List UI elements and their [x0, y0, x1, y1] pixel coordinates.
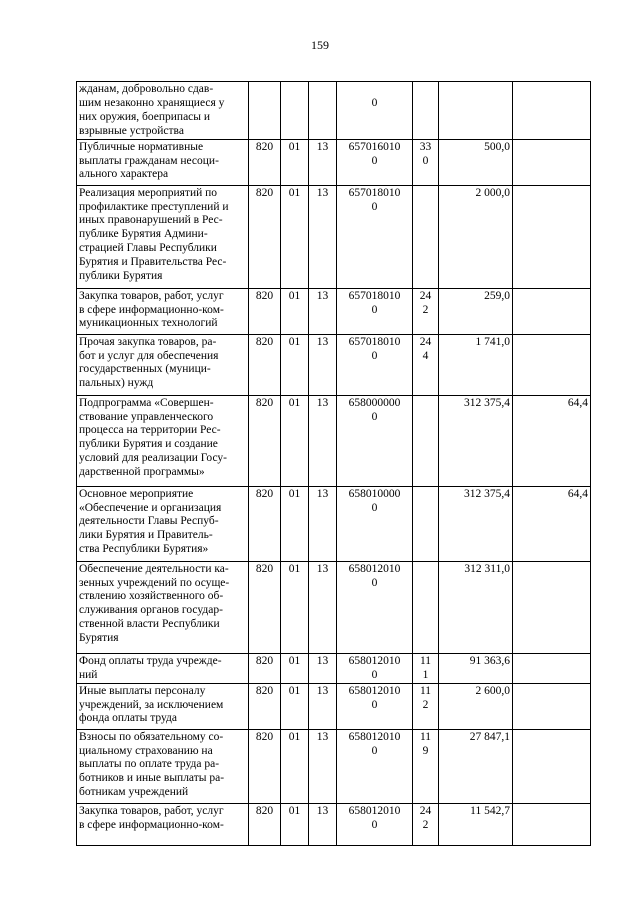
cell-csr: [337, 729, 413, 803]
cell-rz: 01: [281, 653, 309, 683]
cell-pr: 13: [309, 653, 337, 683]
cell-pr: 13: [309, 729, 337, 803]
cell-vr-line: [415, 502, 436, 516]
cell-name: [77, 334, 249, 395]
cell-csr: [337, 486, 413, 561]
cell-vr: [413, 653, 439, 683]
cell-csr: [337, 185, 413, 288]
cell-name-line: пальных) нужд: [79, 377, 154, 390]
cell-name: [77, 653, 249, 683]
cell-name-line: них оружия, боеприпасы и: [79, 110, 211, 123]
cell-csr-line: 657016010: [348, 140, 401, 153]
cell-name-line: дарственной программы»: [79, 466, 205, 479]
cell-vr-line: 9: [422, 744, 429, 757]
cell-gr: 820: [249, 683, 281, 729]
cell-name-line: публике Бурятия Админи-: [79, 228, 208, 241]
cell-name-line: ботникам учреждений: [79, 786, 189, 799]
cell-name-line: служивания органов государ-: [79, 604, 223, 617]
cell-vr: [413, 803, 439, 845]
cell-vr-line: [415, 563, 436, 577]
cell-rz: 01: [281, 683, 309, 729]
cell-name: [77, 395, 249, 486]
cell-name-line: Бурятия: [79, 632, 119, 645]
cell-name-line: взрывные устройства: [79, 124, 184, 137]
cell-vr-line: 0: [422, 154, 429, 167]
cell-csr: [337, 139, 413, 185]
cell-pr: 13: [309, 683, 337, 729]
table-row: [77, 803, 591, 845]
cell-csr-line: 0: [371, 303, 378, 316]
cell-sum: 11 542,7: [439, 803, 513, 845]
cell-vr-line: 2: [422, 303, 429, 316]
cell-name-line: условий для реализации Госу-: [79, 452, 227, 465]
cell-csr: [337, 288, 413, 334]
cell-rz: 01: [281, 185, 309, 288]
cell-vr: [413, 334, 439, 395]
cell-csr-line: 658012010: [348, 684, 401, 697]
cell-rz: 01: [281, 395, 309, 486]
cell-name-line: выплаты по оплате труда ра-: [79, 758, 220, 771]
cell-csr-line: 657018010: [348, 335, 401, 348]
cell-rz: 01: [281, 803, 309, 845]
cell-csr: [337, 334, 413, 395]
cell-pr: [309, 82, 337, 140]
cell-csr-line: 658010000: [348, 487, 401, 500]
cell-pct: [513, 334, 591, 395]
cell-pr: 13: [309, 561, 337, 653]
cell-csr-line: 658012010: [348, 730, 401, 743]
cell-name-line: Основное мероприятие: [79, 487, 194, 500]
cell-name: [77, 288, 249, 334]
cell-gr: [249, 82, 281, 140]
cell-name-line: бот и услуг для обеспечения: [79, 349, 219, 362]
cell-name-line: ний: [79, 668, 98, 681]
cell-name-line: Подпрограмма «Совершен-: [79, 396, 214, 409]
cell-gr: 820: [249, 653, 281, 683]
table-row: [77, 395, 591, 486]
cell-gr: 820: [249, 395, 281, 486]
table-row: [77, 561, 591, 653]
cell-name: [77, 82, 249, 140]
table-row: [77, 683, 591, 729]
cell-vr-line: [415, 201, 436, 215]
cell-rz: 01: [281, 729, 309, 803]
cell-sum: 1 741,0: [439, 334, 513, 395]
table-row: [77, 486, 591, 561]
cell-name-line: Прочая закупка товаров, ра-: [79, 335, 217, 348]
cell-vr-line: 24: [419, 289, 432, 302]
cell-csr: [337, 683, 413, 729]
cell-sum: 500,0: [439, 139, 513, 185]
cell-name-line: ства Республики Бурятия»: [79, 543, 209, 556]
cell-vr-line: 24: [419, 335, 432, 348]
cell-gr: 820: [249, 729, 281, 803]
cell-csr-line: 658012010: [348, 562, 401, 575]
cell-csr-line: 0: [371, 349, 378, 362]
cell-name-line: страцией Главы Республики: [79, 242, 217, 255]
cell-pct: [513, 729, 591, 803]
cell-vr: [413, 395, 439, 486]
cell-name-line: ствлению хозяйственного об-: [79, 590, 224, 603]
cell-rz: [281, 82, 309, 140]
table-row: [77, 185, 591, 288]
table-row: [77, 334, 591, 395]
cell-name-line: выплаты гражданам несоци-: [79, 154, 219, 167]
cell-name-line: Взносы по обязательному со-: [79, 730, 224, 743]
cell-rz: 01: [281, 139, 309, 185]
cell-csr-line: 0: [371, 668, 378, 681]
cell-csr-line: 0: [371, 698, 378, 711]
cell-name-line: Фонд оплаты труда учрежде-: [79, 654, 222, 667]
cell-csr-line: 658012010: [348, 654, 401, 667]
cell-name-line: деятельности Главы Респуб-: [79, 515, 219, 528]
cell-csr-line: 0: [371, 200, 378, 213]
cell-name-line: зенных учреждений по осуще-: [79, 576, 230, 589]
cell-pct: [513, 185, 591, 288]
table-row: [77, 288, 591, 334]
cell-vr-line: [415, 83, 436, 97]
cell-name-line: лики Бурятия и Правитель-: [79, 529, 213, 542]
cell-name: [77, 139, 249, 185]
cell-gr: 820: [249, 334, 281, 395]
cell-name-line: Закупка товаров, работ, услуг: [79, 804, 224, 817]
cell-name-line: публики Бурятия и создание: [79, 438, 218, 451]
cell-name-line: государственных (муници-: [79, 363, 211, 376]
cell-pr: 13: [309, 288, 337, 334]
cell-rz: 01: [281, 334, 309, 395]
cell-vr-line: 33: [419, 140, 432, 153]
cell-gr: 820: [249, 561, 281, 653]
cell-vr: [413, 561, 439, 653]
cell-gr: 820: [249, 288, 281, 334]
cell-csr: [337, 803, 413, 845]
cell-name-line: ботников и иные выплаты ра-: [79, 772, 225, 785]
cell-gr: 820: [249, 803, 281, 845]
cell-vr-line: [415, 187, 436, 201]
cell-name: [77, 486, 249, 561]
table-body: [77, 82, 591, 846]
table-row: [77, 82, 591, 140]
cell-name: [77, 185, 249, 288]
cell-pct: [513, 139, 591, 185]
cell-sum: 312 311,0: [439, 561, 513, 653]
cell-pct: [513, 653, 591, 683]
cell-vr-line: 24: [419, 804, 432, 817]
cell-csr-line: 0: [371, 96, 378, 109]
cell-sum: 91 363,6: [439, 653, 513, 683]
cell-csr: [337, 561, 413, 653]
cell-rz: 01: [281, 486, 309, 561]
cell-pr: 13: [309, 139, 337, 185]
cell-pct: 64,4: [513, 395, 591, 486]
cell-vr: [413, 82, 439, 140]
cell-sum: 2 000,0: [439, 185, 513, 288]
cell-name-line: публики Бурятия: [79, 270, 163, 283]
cell-name: [77, 729, 249, 803]
cell-name-line: Бурятия и Правительства Рес-: [79, 256, 227, 269]
cell-pr: 13: [309, 334, 337, 395]
cell-csr-line: 0: [371, 501, 378, 514]
cell-pct: [513, 561, 591, 653]
cell-pct: [513, 288, 591, 334]
cell-vr-line: 2: [422, 698, 429, 711]
cell-vr-line: 11: [419, 684, 432, 697]
cell-pr: 13: [309, 185, 337, 288]
cell-sum: 259,0: [439, 288, 513, 334]
cell-csr-line: 0: [371, 154, 378, 167]
table-row: [77, 653, 591, 683]
page-number: 159: [311, 38, 329, 52]
cell-name-line: муникационных технологий: [79, 317, 218, 330]
cell-csr-line: 657018010: [348, 289, 401, 302]
cell-name-line: «Обеспечение и организация: [79, 501, 222, 514]
cell-pr: 13: [309, 803, 337, 845]
cell-vr-line: 11: [419, 730, 432, 743]
table-row: [77, 729, 591, 803]
cell-name-line: Обеспечение деятельности ка-: [79, 562, 229, 575]
cell-vr: [413, 486, 439, 561]
cell-csr-line: 0: [371, 576, 378, 589]
cell-vr: [413, 185, 439, 288]
cell-csr-line: [339, 83, 410, 97]
cell-gr: 820: [249, 486, 281, 561]
cell-csr-line: 0: [371, 410, 378, 423]
cell-csr-line: 658000000: [348, 396, 401, 409]
cell-csr-line: 657018010: [348, 186, 401, 199]
cell-sum: 312 375,4: [439, 395, 513, 486]
cell-name-line: процесса на территории Рес-: [79, 424, 221, 437]
cell-pr: 13: [309, 486, 337, 561]
cell-name-line: фонда оплаты труда: [79, 712, 178, 725]
cell-name: [77, 803, 249, 845]
cell-pct: [513, 803, 591, 845]
cell-sum: 312 375,4: [439, 486, 513, 561]
cell-name: [77, 683, 249, 729]
cell-csr-line: 658012010: [348, 804, 401, 817]
cell-rz: 01: [281, 561, 309, 653]
cell-pct: [513, 82, 591, 140]
cell-sum: 27 847,1: [439, 729, 513, 803]
cell-vr: [413, 139, 439, 185]
cell-vr-line: 1: [422, 668, 429, 681]
cell-name-line: ственной власти Республики: [79, 618, 220, 631]
cell-sum: [439, 82, 513, 140]
cell-gr: 820: [249, 185, 281, 288]
cell-name-line: ального характера: [79, 168, 169, 181]
cell-csr: [337, 395, 413, 486]
cell-name-line: в сфере информационно-ком-: [79, 818, 224, 831]
cell-csr: [337, 653, 413, 683]
cell-vr-line: [415, 488, 436, 502]
cell-pct: [513, 683, 591, 729]
cell-name-line: Закупка товаров, работ, услуг: [79, 289, 224, 302]
cell-vr-line: 4: [422, 349, 429, 362]
cell-vr: [413, 288, 439, 334]
cell-sum: 2 600,0: [439, 683, 513, 729]
cell-name-line: профилактике преступлений и: [79, 200, 229, 213]
cell-vr: [413, 729, 439, 803]
cell-pr: 13: [309, 395, 337, 486]
cell-name-line: ствование управленческого: [79, 410, 214, 423]
cell-name-line: Публичные нормативные: [79, 140, 204, 153]
cell-vr-line: [415, 397, 436, 411]
cell-vr-line: [415, 411, 436, 425]
cell-name-line: Иные выплаты персоналу: [79, 684, 206, 697]
cell-csr-line: 0: [371, 744, 378, 757]
cell-name-line: Реализация мероприятий по: [79, 186, 218, 199]
cell-csr: [337, 82, 413, 140]
cell-name-line: циальному страхованию на: [79, 744, 213, 757]
cell-gr: 820: [249, 139, 281, 185]
cell-vr-line: 11: [419, 654, 432, 667]
cell-pct: 64,4: [513, 486, 591, 561]
cell-vr-line: [415, 97, 436, 111]
table-row: [77, 139, 591, 185]
cell-name-line: в сфере информационно-ком-: [79, 303, 224, 316]
cell-rz: 01: [281, 288, 309, 334]
cell-vr-line: [415, 577, 436, 591]
cell-name-line: жданам, добровольно сдав-: [79, 83, 214, 95]
cell-name-line: учреждений, за исключением: [79, 698, 224, 711]
cell-csr-line: 0: [371, 818, 378, 831]
cell-name-line: шим незаконно хранящиеся у: [79, 96, 225, 109]
cell-name-line: иных правонарушений в Рес-: [79, 214, 223, 227]
cell-name: [77, 561, 249, 653]
cell-vr-line: 2: [422, 818, 429, 831]
cell-vr: [413, 683, 439, 729]
budget-table: [76, 81, 591, 846]
